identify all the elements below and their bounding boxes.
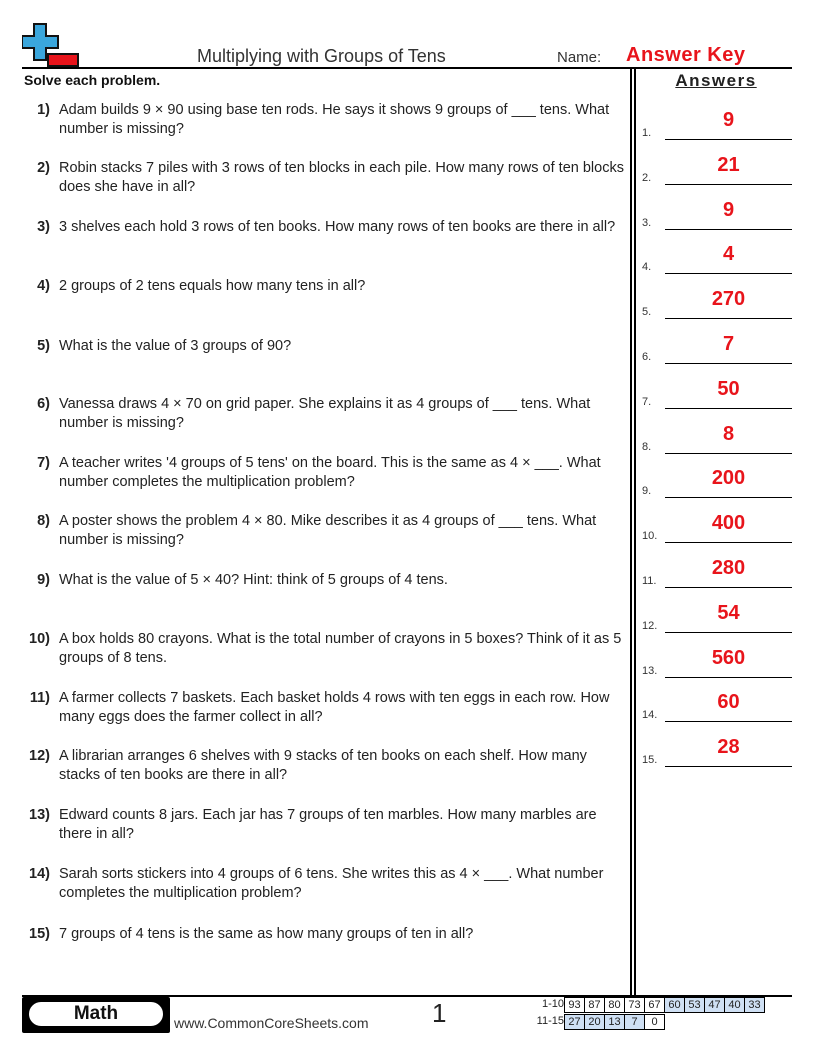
problem-text: 3 shelves each hold 3 rows of ten books. How many rows of ten books are there in all? (59, 219, 616, 235)
answer-row (642, 467, 792, 501)
answer-line (665, 363, 792, 364)
score-cell: 7 (624, 1014, 645, 1030)
answer-label: 1. (642, 127, 652, 139)
answer-line (665, 229, 792, 230)
score-cell: 20 (584, 1014, 605, 1030)
answer-label: 4. (642, 261, 652, 274)
score-cell: 13 (604, 1014, 625, 1030)
header-rule (22, 67, 792, 69)
problem-number: 5) (37, 338, 50, 354)
instructions: Solve each problem. (24, 72, 161, 88)
page-number: 1 (432, 998, 447, 1028)
answer-row (642, 288, 792, 322)
score-cell: 47 (704, 997, 725, 1013)
problem-text: A poster shows the problem 4 × 80. Mike describes it as 4 groups of ___ tens. What number is missing? (59, 513, 597, 548)
answer-line (665, 184, 792, 185)
problem-text: A librarian arranges 6 shelves with 9 stacks of ten books on each shelf. How many stacks of ten books are there in all? (59, 748, 587, 783)
score-cell: 0 (644, 1014, 665, 1030)
problem-text: A teacher writes '4 groups of 5 tens' on the board. This is the same as 4 × ___. What number completes the multiplication problem? (59, 455, 601, 490)
score-cell: 33 (744, 997, 765, 1013)
answer-row (642, 557, 792, 591)
problem-text: 2 groups of 2 tens equals how many tens in all? (59, 278, 366, 294)
problem-number: 6) (37, 396, 50, 412)
column-divider (634, 68, 636, 996)
answer-value: 270 (711, 288, 746, 311)
score-cell: 67 (644, 997, 665, 1013)
subject-badge: Math (26, 999, 166, 1029)
answer-value: 60 (717, 691, 740, 714)
answer-value: 9 (722, 109, 735, 131)
answer-value: 50 (717, 377, 740, 400)
problem-text: Edward counts 8 jars. Each jar has 7 groups of ten marbles. How many marbles are there in all? (59, 807, 597, 842)
problem-number: 14) (29, 866, 50, 882)
score-cell: 80 (604, 997, 625, 1013)
answer-label: 14. (642, 709, 658, 722)
answer-line (665, 677, 792, 678)
answer-line (665, 542, 792, 543)
score-range: 11-15 (536, 1015, 564, 1027)
answer-row (642, 198, 792, 233)
answer-label: 5. (642, 306, 652, 319)
problem-text: Robin stacks 7 piles with 3 rows of ten blocks in each pile. How many rows of ten blocks does she have in all? (59, 160, 624, 195)
answer-row (642, 109, 792, 143)
answer-label: 15. (642, 754, 658, 767)
problem-text: What is the value of 3 groups of 90? (59, 338, 292, 354)
problem-text: A farmer collects 7 baskets. Each basket holds 4 rows with ten eggs in each row. How many eggs does the farmer collect in all? (59, 690, 610, 725)
score-cell: 87 (584, 997, 605, 1013)
answer-label: 7. (642, 395, 652, 408)
answer-value: 21 (717, 153, 740, 176)
answer-row (642, 377, 792, 412)
column-divider (630, 68, 632, 996)
answer-value: 4 (722, 243, 735, 266)
answer-row (642, 736, 792, 770)
answer-line (665, 408, 792, 409)
answer-line (665, 766, 792, 767)
answer-label: 10. (642, 530, 658, 543)
answer-label: 8. (642, 440, 652, 453)
problem-number: 11) (29, 690, 50, 706)
problem-number: 1) (37, 102, 50, 118)
answer-row (642, 646, 792, 681)
answer-row (642, 243, 792, 277)
plus-minus-logo-icon (22, 22, 80, 70)
problem-text: 7 groups of 4 tens is the same as how many groups of ten in all? (59, 926, 474, 942)
name-label: Name: (557, 49, 602, 66)
website-link[interactable]: www.CommonCoreSheets.com (174, 1015, 369, 1031)
problem-text: Vanessa draws 4 × 70 on grid paper. She explains it as 4 groups of ___ tens. What number is missing? (59, 396, 591, 431)
problem-number: 8) (37, 513, 50, 529)
answer-line (665, 273, 792, 274)
answer-label: 11. (642, 575, 657, 587)
answer-value: 200 (711, 467, 746, 490)
answer-value: 280 (711, 557, 746, 579)
problem-number: 15) (29, 926, 50, 942)
answer-label: 3. (642, 216, 652, 229)
answer-line (665, 587, 792, 588)
problem-number: 2) (37, 160, 50, 176)
page-title: Multiplying with Groups of Tens (197, 46, 446, 66)
answer-row (642, 601, 792, 636)
answer-line (665, 318, 792, 319)
answer-value: 7 (722, 333, 735, 355)
problem-number: 9) (37, 572, 50, 588)
answer-value: 9 (722, 198, 735, 221)
answer-value: 8 (722, 422, 735, 445)
answer-line (665, 497, 792, 498)
answer-label: 6. (642, 351, 652, 363)
problem-number: 7) (37, 455, 50, 471)
answers-title: Answers (675, 71, 757, 90)
answer-value: 54 (717, 601, 740, 624)
score-cell: 40 (724, 997, 745, 1013)
answer-key-label: Answer Key (626, 44, 746, 66)
score-cell: 93 (564, 997, 585, 1013)
answer-value: 28 (717, 736, 740, 759)
answer-row (642, 512, 792, 546)
answer-line (665, 139, 792, 140)
answer-line (665, 721, 792, 722)
answer-label: 9. (642, 485, 652, 498)
score-cell: 73 (624, 997, 645, 1013)
problem-text: Sarah sorts stickers into 4 groups of 6 tens. She writes this as 4 × ___. What number completes the multiplication problem? (59, 866, 604, 901)
answer-value: 560 (711, 646, 746, 669)
score-range: 1-10 (541, 998, 564, 1010)
answer-row (642, 691, 792, 725)
problem-text: What is the value of 5 × 40? Hint: think of 5 groups of 4 tens. (59, 572, 448, 588)
problem-text: Adam builds 9 × 90 using base ten rods. He says it shows 9 groups of ___ tens. What number is missing? (59, 102, 610, 137)
problem-text: A box holds 80 crayons. What is the total number of crayons in 5 boxes? Think of it as 5 groups of 8 tens. (59, 631, 622, 666)
problem-number: 13) (29, 807, 50, 823)
answer-row (642, 333, 792, 367)
answer-row (642, 422, 792, 457)
answer-line (665, 632, 792, 633)
score-cell: 53 (684, 997, 705, 1013)
problem-number: 4) (37, 278, 50, 294)
answer-row (642, 153, 792, 188)
answer-label: 2. (642, 171, 652, 184)
problem-number: 3) (37, 219, 50, 235)
problem-number: 12) (29, 748, 50, 764)
answer-label: 13. (642, 664, 658, 677)
answer-label: 12. (642, 619, 658, 632)
answer-line (665, 453, 792, 454)
score-cell: 60 (664, 997, 685, 1013)
answer-value: 400 (711, 512, 746, 535)
problem-number: 10) (29, 631, 50, 647)
score-cell: 27 (564, 1014, 585, 1030)
